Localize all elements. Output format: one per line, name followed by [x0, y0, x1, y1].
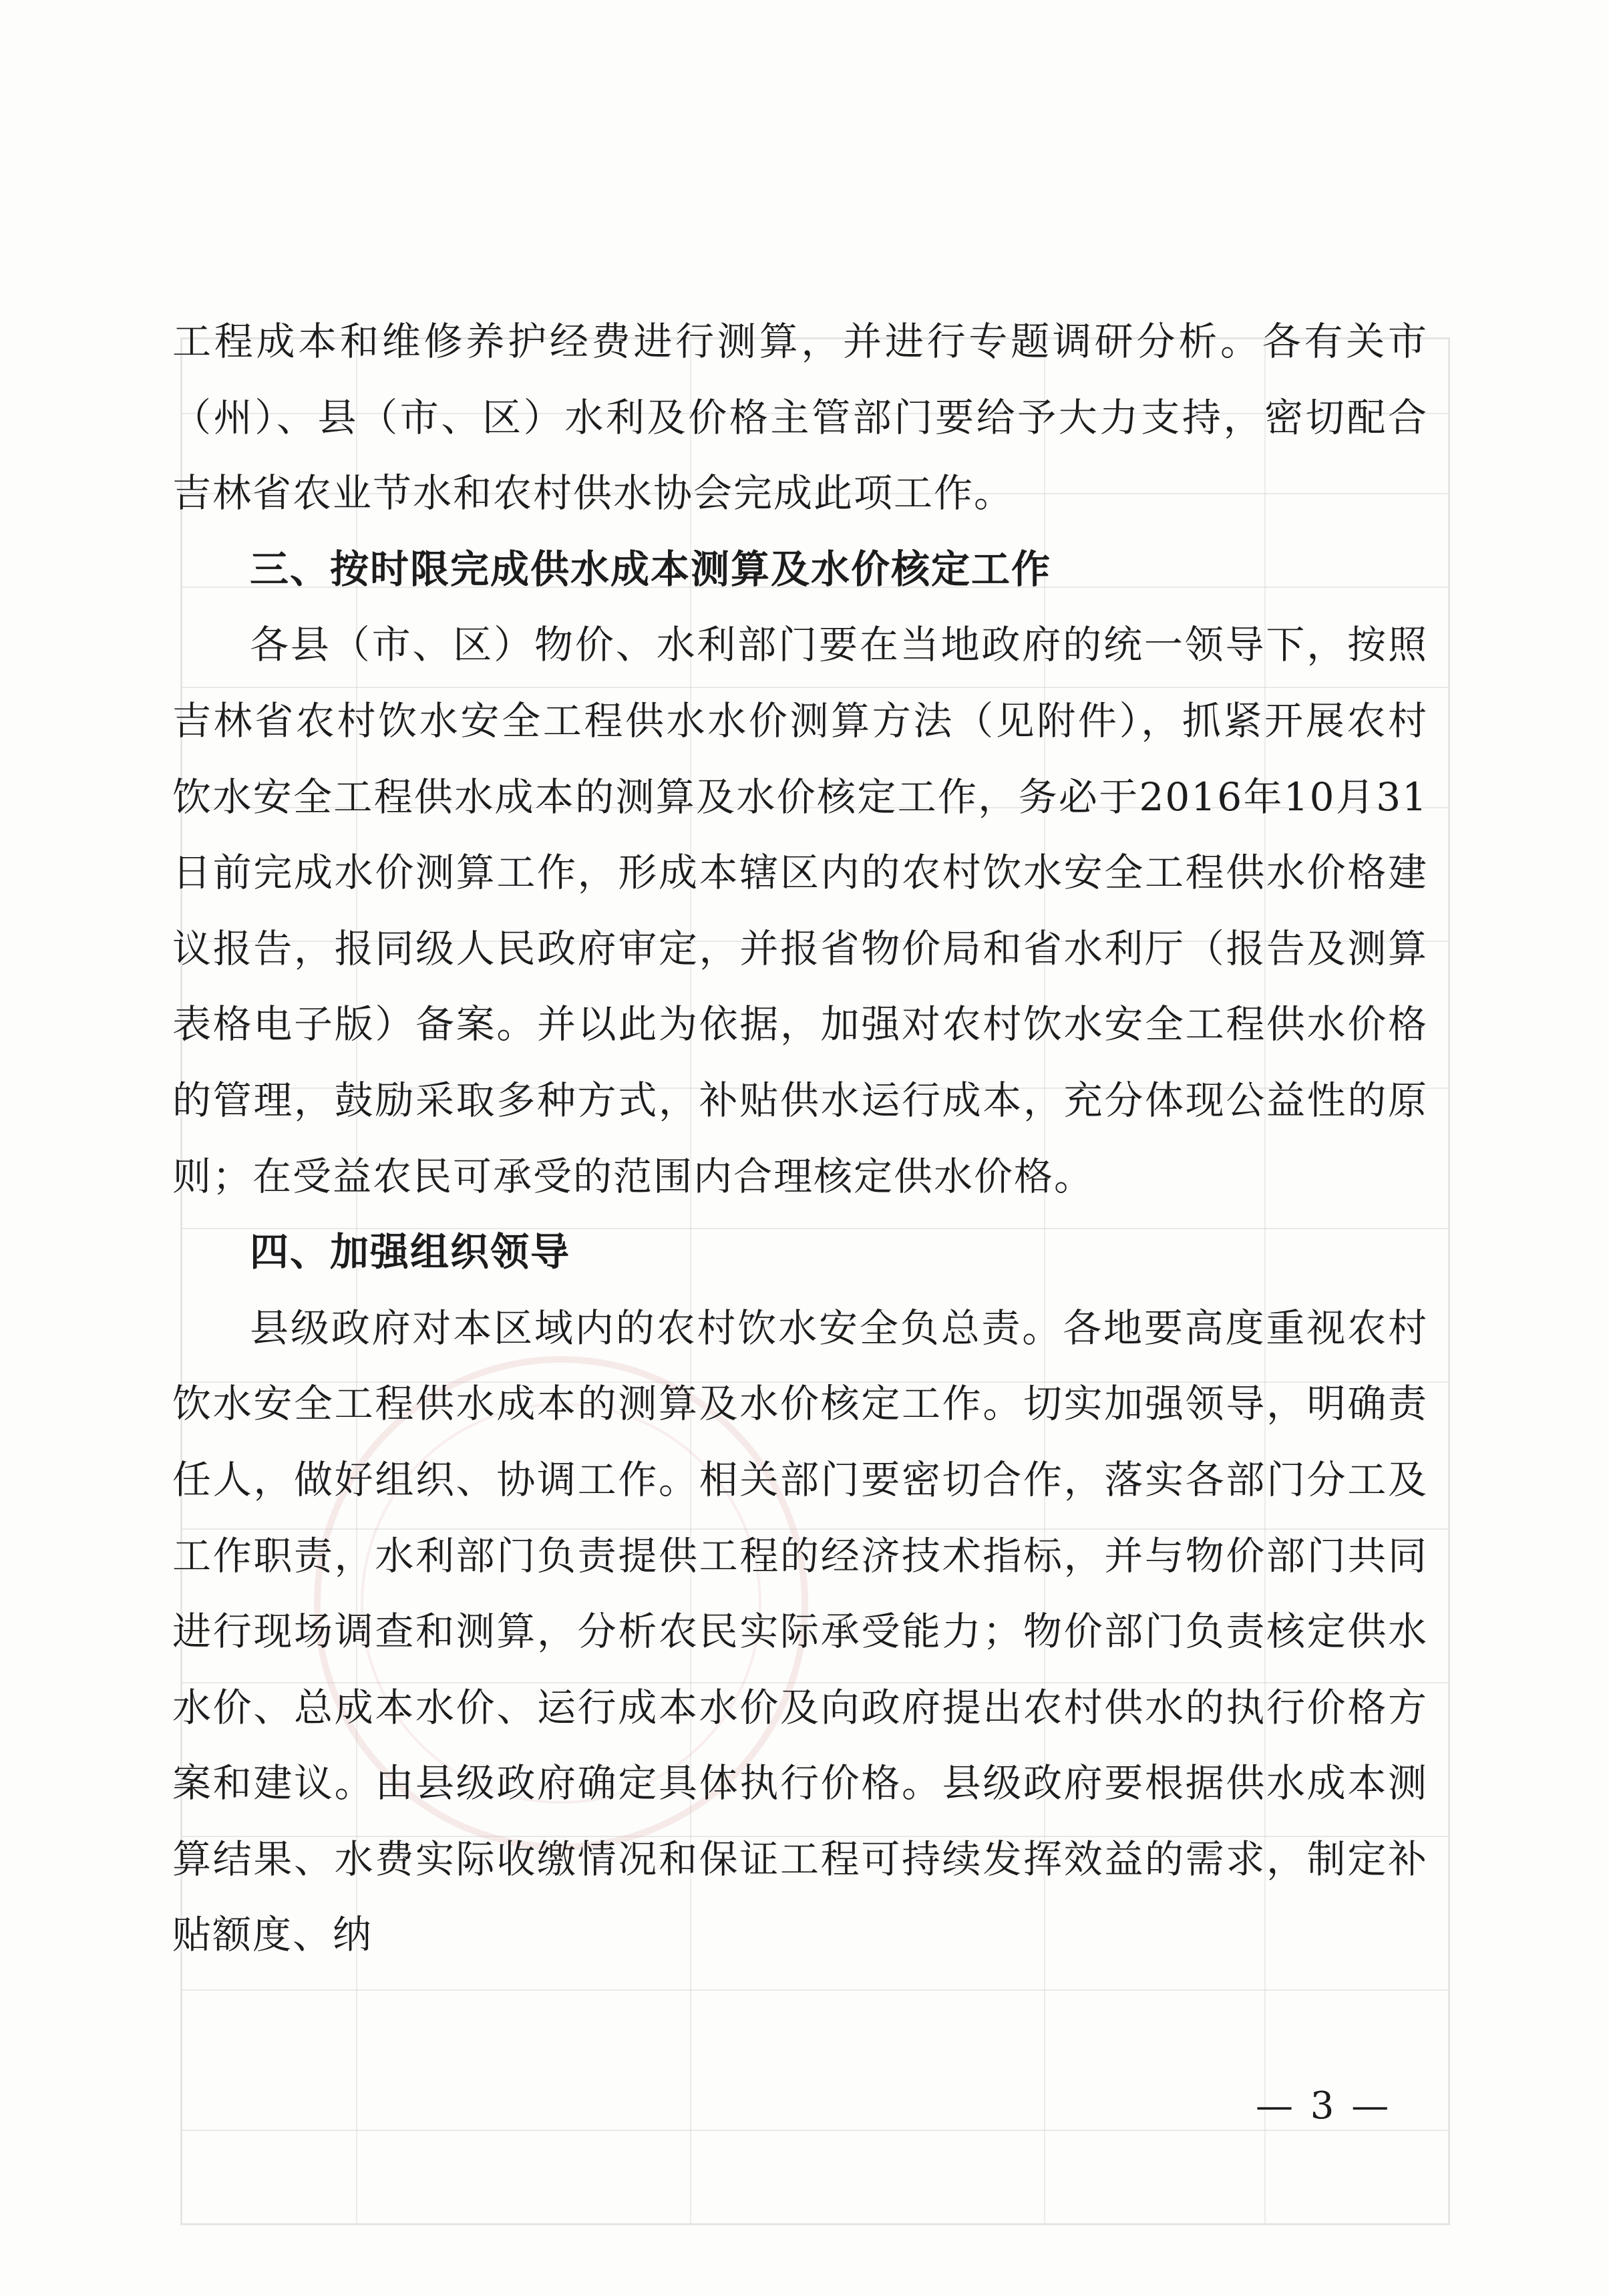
paragraph-section-3: 各县（市、区）物价、水利部门要在当地政府的统一领导下，按照吉林省农村饮水安全工程供水水价测算方法（见附件），抓紧开展农村饮水安全工程供水成本的测算及水价核定工作，务必于2016年10月31日前完成水价测算工作，形成本辖区内的农村饮水安全工程供水价格建议报告，报同级人民政府审定，并报省物价局和省水利厅（报告及测算表格电子版）备案。并以此为依据，加强对农村饮水安全工程供水价格的管理，鼓励采取多种方式，补贴供水运行成本，充分体现公益性的原则；在受益农民可承受的范围内合理核定供水价格。	[172, 622, 1428, 1199]
paragraph-section-4: 县级政府对本区域内的农村饮水安全负总责。各地要高度重视农村饮水安全工程供水成本的测算及水价核定工作。切实加强领导，明确责任人，做好组织、协调工作。相关部门要密切合作，落实各部门分工及工作职责，水利部门负责提供工程的经济技术指标，并与物价部门共同进行现场调查和测算，分析农民实际承受能力；物价部门负责核定供水水价、总成本水价、运行成本水价及向政府提出农村供水的执行价格方案和建议。由县级政府确定具体执行价格。县级政府要根据供水成本测算结果、水费实际收缴情况和保证工程可持续发挥效益的需求，制定补贴额度、纳	[172, 1305, 1428, 1958]
section-heading-4: 四、加强组织领导	[250, 1229, 571, 1275]
page-number: — 3 —	[1256, 2084, 1392, 2128]
section-heading-3: 三、按时限完成供水成本测算及水价核定工作	[250, 546, 1052, 592]
paragraph-continuation: 工程成本和维修养护经费进行测算，并进行专题调研分析。各有关市（州）、县（市、区）水利及价格主管部门要给予大力支持，密切配合吉林省农业节水和农村供水协会完成此项工作。	[172, 319, 1428, 516]
document-body	[172, 304, 1428, 1973]
